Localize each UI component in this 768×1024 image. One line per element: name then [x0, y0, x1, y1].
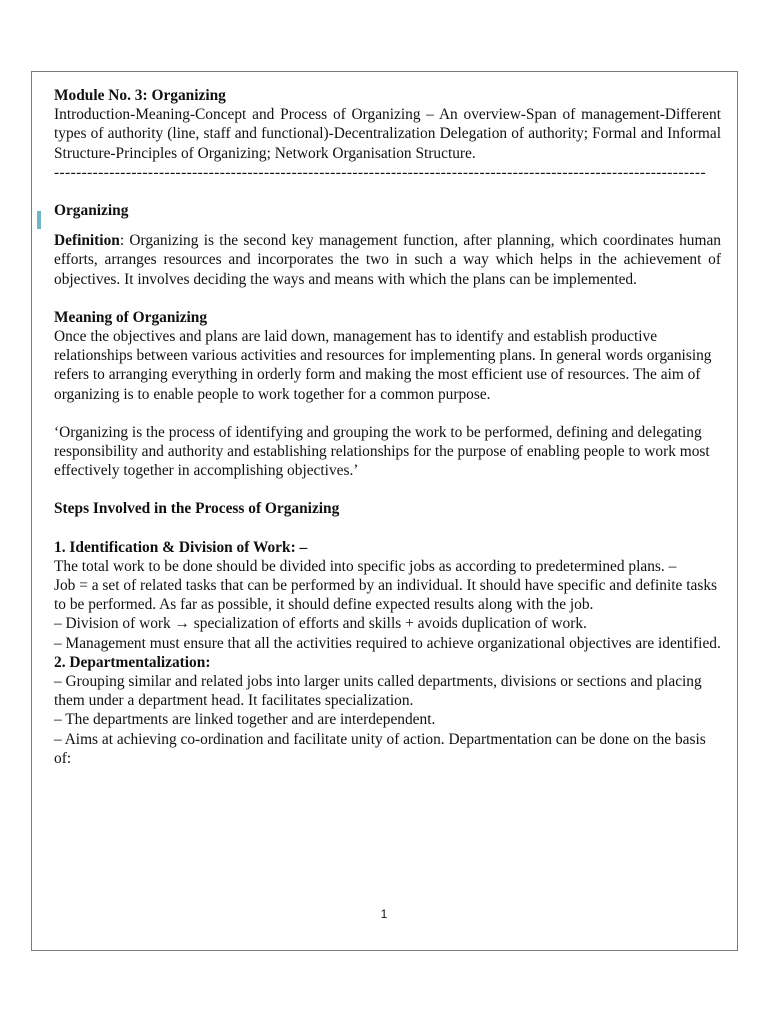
definition-label: Definition [54, 232, 120, 250]
definition-paragraph [54, 231, 721, 289]
definition-quote: ‘Organizing is the process of identifying and grouping the work to be performed, defining and delegating responsibility and authority and establishing relationships for the purpose of enabling people to work most effectively together in accomplishing objectives.’ [54, 423, 710, 480]
step2-line: – Grouping similar and related jobs into larger units called departments, divisions or sections and placing them under a department head. It facilitates specialization. [54, 673, 702, 710]
page-number: 1 [380, 907, 388, 921]
module-syllabus: Introduction-Meaning-Concept and Process of Organizing – An overview-Span of management-Different types of authority (line, staff and functional)-Decentralization Delegation of authority; Formal and Informal Structure-Principles of Organizing; Network Organisation Structure. [54, 106, 721, 162]
module-title: Module No. 3: Organizing [54, 87, 226, 104]
step1-line: – Management must ensure that all the activities required to achieve organizational objectives are identified. [54, 634, 721, 652]
step1-line: Job = a set of related tasks that can be performed by an individual. It should have specific and definite tasks to be performed. As far as possible, it should define expected results along with the job. [54, 577, 718, 614]
step2-line: – Aims at achieving co-ordination and facilitate unity of action. Departmentation can be done on the basis of: [54, 730, 706, 767]
step2-line: – The departments are linked together and are interdependent. [54, 711, 436, 729]
steps-heading: Steps Involved in the Process of Organizing [54, 500, 340, 518]
heading-marker [37, 211, 41, 229]
meaning-heading: Meaning of Organizing [54, 308, 208, 326]
section-heading: Organizing [54, 202, 129, 220]
separator-line: ---------------------------------------------------------------------------------------------------------------------- [54, 163, 706, 181]
step1-line: – Division of work → specialization of efforts and skills + avoids duplication of work. [54, 615, 587, 633]
meaning-paragraph: Once the objectives and plans are laid down, management has to identify and establish productive relationships between various activities and resources for implementing plans. In general words organising refers to arranging everything in orderly form and making the most efficient use of resources. The aim of organizing is to enable people to work together for a common purpose. [54, 328, 712, 403]
step2-title: 2. Departmentalization: [54, 653, 211, 671]
step1-line: The total work to be done should be divided into specific jobs as according to predetermined plans. – [54, 557, 677, 575]
document-body [54, 86, 721, 768]
definition-text: : Organizing is the second key management function, after planning, which coordinates human efforts, arranges resources and incorporates the two in such a way which helps in the achievement of objectives. It involves deciding the ways and means with which the plans can be implemented. [54, 232, 721, 288]
step1-title: 1. Identification & Division of Work: – [54, 538, 308, 556]
